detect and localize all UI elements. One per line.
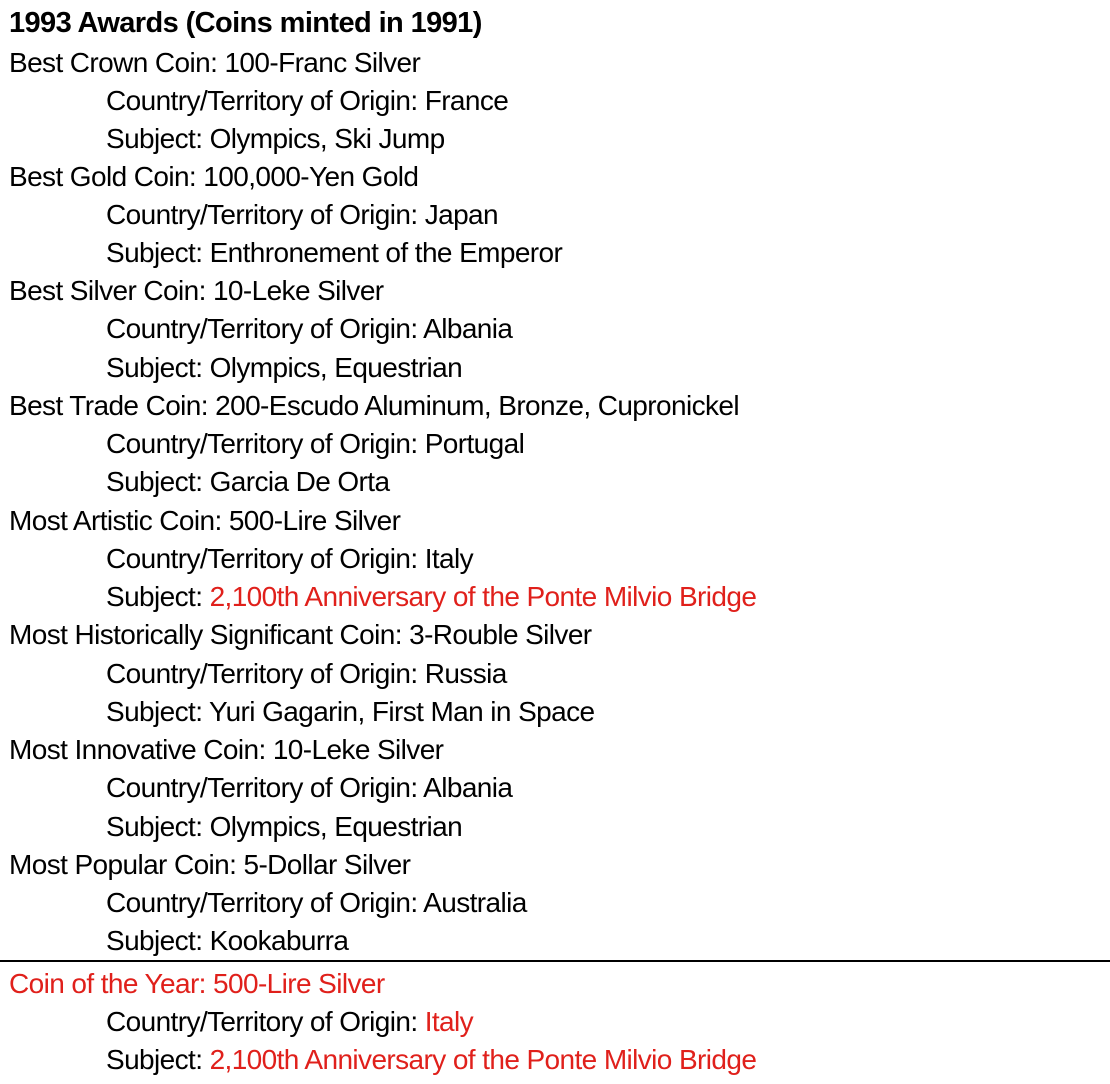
award-heading: Most Innovative Coin: 10-Leke Silver [9,734,444,765]
subject-label: Subject: [106,1044,210,1075]
subject-value: Olympics, Ski Jump [209,123,445,154]
country-value: Albania [423,772,513,803]
subject-label: Subject: [106,925,210,956]
country-value: Japan [424,199,498,230]
page-title: 1993 Awards (Coins minted in 1991) [9,7,482,39]
subject-value-highlighted: 2,100th Anniversary of the Ponte Milvio Bridge [209,1044,757,1075]
subject-label: Subject: [106,352,210,383]
award-subject [106,463,389,501]
award-country [106,540,473,578]
award-subject [106,349,462,387]
subject-value: Garcia De Orta [209,466,390,497]
country-label: Country/Territory of Origin: [106,428,425,459]
country-value-highlighted: Italy [424,1006,474,1037]
country-label: Country/Territory of Origin: [106,658,425,689]
subject-label: Subject: [106,811,210,842]
award-heading: Best Trade Coin: 200-Escudo Aluminum, Bronze, Cupronickel [9,390,739,421]
country-value: Italy [424,543,474,574]
award-heading: Most Artistic Coin: 500-Lire Silver [9,505,401,536]
coin-of-the-year-country [106,1003,473,1041]
coin-of-the-year-heading: Coin of the Year: 500-Lire Silver [9,968,385,999]
country-value: Russia [424,658,507,689]
country-label: Country/Territory of Origin: [106,85,425,116]
award-country [106,425,524,463]
subject-value-highlighted: 2,100th Anniversary of the Ponte Milvio Bridge [209,581,757,612]
award-country [106,310,512,348]
subject-value: Olympics, Equestrian [209,352,463,383]
country-value: Albania [423,313,513,344]
award-country [106,884,527,922]
award-subject [106,808,462,846]
country-label: Country/Territory of Origin: [106,543,425,574]
country-label: Country/Territory of Origin: [106,199,425,230]
award-country [106,82,508,120]
country-label: Country/Territory of Origin: [106,1006,425,1037]
award-country [106,196,498,234]
divider [0,960,1110,962]
country-value: Portugal [424,428,525,459]
award-subject [106,234,562,272]
subject-value: Kookaburra [209,925,349,956]
award-subject [106,693,594,731]
award-heading: Best Gold Coin: 100,000-Yen Gold [9,161,419,192]
subject-value: Enthronement of the Emperor [209,237,563,268]
country-label: Country/Territory of Origin: [106,313,424,344]
subject-label: Subject: [106,466,210,497]
award-subject [106,578,756,616]
subject-label: Subject: [106,696,210,727]
country-value: Australia [423,887,527,918]
subject-label: Subject: [106,123,210,154]
award-subject [106,120,445,158]
award-heading: Best Crown Coin: 100-Franc Silver [9,47,421,78]
subject-label: Subject: [106,581,210,612]
award-subject [106,922,348,960]
subject-label: Subject: [106,237,210,268]
award-heading: Most Popular Coin: 5-Dollar Silver [9,849,411,880]
country-label: Country/Territory of Origin: [106,887,424,918]
award-heading: Most Historically Significant Coin: 3-Rouble Silver [9,619,592,650]
award-heading: Best Silver Coin: 10-Leke Silver [9,275,384,306]
subject-value: Yuri Gagarin, First Man in Space [209,696,595,727]
country-value: France [424,85,509,116]
award-country [106,655,507,693]
award-country [106,769,512,807]
subject-value: Olympics, Equestrian [209,811,463,842]
country-label: Country/Territory of Origin: [106,772,424,803]
coin-of-the-year-subject [106,1041,756,1079]
